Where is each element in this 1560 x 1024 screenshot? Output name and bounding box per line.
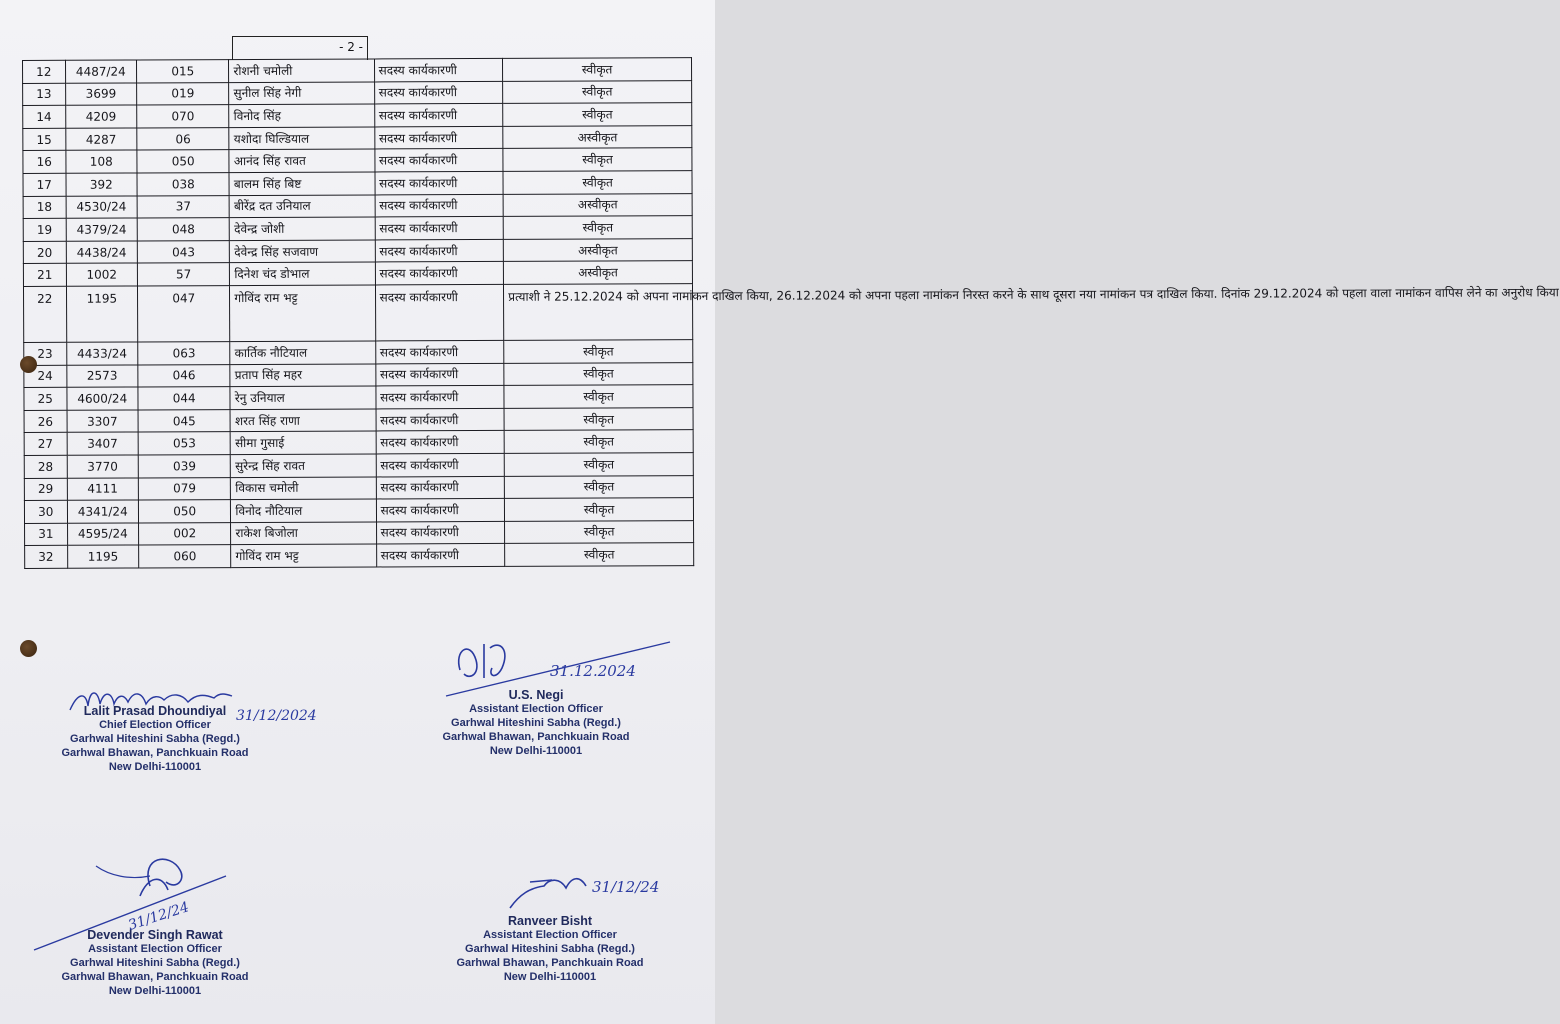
serial-number-cell: 17: [23, 173, 66, 196]
post-cell: सदस्य कार्यकारणी: [376, 544, 505, 567]
candidate-name-cell: विकास चमोली: [231, 476, 376, 499]
post-cell: सदस्य कार्यकारणी: [375, 262, 504, 285]
post-cell: सदस्य कार्यकारणी: [374, 58, 503, 81]
candidate-name-cell: यशोदा घिल्डियाल: [229, 127, 374, 150]
membership-number-cell: 108: [65, 150, 137, 173]
table-row: [24, 430, 693, 456]
membership-number-cell: 392: [66, 173, 138, 196]
page-number: - 2 -: [232, 36, 368, 60]
candidate-name-cell: आनंद सिंह रावत: [229, 149, 374, 172]
candidate-name-cell: दिनेश चंद डोभाल: [230, 262, 375, 285]
post-cell: सदस्य कार्यकारणी: [375, 217, 504, 240]
signatory-org: Garhwal Hiteshini Sabha (Regd.): [70, 733, 240, 745]
signatory-org: Garhwal Hiteshini Sabha (Regd.): [465, 943, 635, 955]
code-cell: 044: [138, 387, 230, 410]
serial-number-cell: 32: [25, 546, 68, 569]
candidate-name-cell: देवेन्द्र सिंह सजवाण: [230, 240, 375, 263]
membership-number-cell: 4487/24: [65, 60, 137, 83]
post-cell: सदस्य कार्यकारणी: [375, 171, 504, 194]
signatory-city: New Delhi-110001: [489, 745, 583, 757]
candidate-name-cell: बीरेंद्र दत उनियाल: [229, 195, 374, 218]
code-cell: 079: [138, 477, 230, 500]
code-cell: 019: [137, 82, 229, 105]
serial-number-cell: 19: [23, 218, 66, 241]
status-cell: स्वीकृत: [504, 362, 693, 385]
post-cell: सदस्य कार्यकारणी: [374, 126, 503, 149]
post-cell: सदस्य कार्यकारणी: [374, 104, 503, 127]
post-cell: सदस्य कार्यकारणी: [375, 363, 504, 386]
code-cell: 050: [137, 150, 229, 173]
table-row: [24, 407, 693, 433]
signatory-chief: [40, 704, 270, 774]
code-cell: 050: [138, 500, 230, 523]
candidate-name-cell: कार्तिक नौटियाल: [230, 341, 375, 364]
membership-number-cell: 4595/24: [67, 523, 139, 546]
membership-number-cell: 3407: [67, 432, 139, 455]
table-row: [24, 340, 693, 366]
serial-number-cell: 27: [24, 433, 67, 456]
candidate-name-cell: गोविंद राम भट्ट: [230, 285, 375, 342]
post-cell: सदस्य कार्यकारणी: [376, 431, 505, 454]
table-row: [23, 125, 692, 151]
code-cell: 06: [137, 127, 229, 150]
serial-number-cell: 29: [24, 478, 67, 501]
table-row: [23, 103, 692, 129]
serial-number-cell: 21: [23, 264, 66, 287]
code-cell: 37: [137, 195, 229, 218]
status-cell: स्वीकृत: [503, 103, 692, 126]
signatory-title: Assistant Election Officer: [88, 943, 222, 955]
post-cell: सदस्य कार्यकारणी: [376, 386, 505, 409]
table-row: [23, 238, 692, 264]
status-cell: स्वीकृत: [505, 498, 694, 521]
membership-number-cell: 4530/24: [66, 196, 138, 219]
signatory-address: Garhwal Bhawan, Panchkuain Road: [61, 971, 249, 983]
status-cell: स्वीकृत: [504, 430, 693, 453]
table-row: [24, 362, 693, 388]
membership-number-cell: 4600/24: [66, 387, 138, 410]
status-cell: स्वीकृत: [504, 452, 693, 475]
status-cell: प्रत्याशी ने 25.12.2024 को अपना नामांकन दाखिल किया, 26.12.2024 को अपना पहला नामांकन निरस्त करने के साथ दूसरा नया नामांकन पत्र दाखिल किया. दिनांक 29.12.2024 को पहला वाला नामांकन वापिस लेने का अनुरोध किया: [504, 284, 693, 341]
membership-number-cell: 4438/24: [66, 241, 138, 264]
signatory-title: Assistant Election Officer: [483, 929, 617, 941]
post-cell: सदस्य कार्यकारणी: [375, 239, 504, 262]
candidate-name-cell: प्रताप सिंह महर: [230, 363, 375, 386]
signatory-name: U.S. Negi: [508, 688, 564, 702]
membership-number-cell: 3699: [65, 83, 137, 106]
candidate-name-cell: देवेन्द्र जोशी: [230, 217, 375, 240]
serial-number-cell: 22: [23, 286, 66, 342]
code-cell: 070: [137, 105, 229, 128]
post-cell: सदस्य कार्यकारणी: [376, 498, 505, 521]
membership-number-cell: 4433/24: [66, 342, 138, 365]
status-cell: स्वीकृत: [503, 171, 692, 194]
signatory-bisht: [440, 914, 660, 984]
table-row: [23, 261, 692, 287]
nomination-table: [22, 57, 1559, 569]
code-cell: 063: [138, 342, 230, 365]
table-row: [25, 543, 694, 569]
table-row: [23, 171, 692, 197]
serial-number-cell: 31: [25, 523, 68, 546]
candidate-name-cell: सुनील सिंह नेगी: [229, 82, 374, 105]
candidate-name-cell: रोशनी चमोली: [229, 59, 374, 82]
table-row: [23, 58, 692, 84]
post-cell: सदस्य कार्यकारणी: [374, 149, 503, 172]
signatory-address: Garhwal Bhawan, Panchkuain Road: [61, 747, 249, 759]
code-cell: 039: [138, 454, 230, 477]
signatory-title: Assistant Election Officer: [469, 703, 603, 715]
signature-date: 31/12/24: [126, 899, 192, 934]
candidate-name-cell: सीमा गुसाई: [230, 431, 375, 454]
serial-number-cell: 23: [24, 342, 67, 365]
post-cell: सदस्य कार्यकारणी: [376, 408, 505, 431]
signatory-city: New Delhi-110001: [108, 985, 202, 997]
code-cell: 043: [137, 240, 229, 263]
membership-number-cell: 4209: [65, 105, 137, 128]
serial-number-cell: 15: [23, 128, 66, 151]
signature-date: 31.12.2024: [550, 662, 636, 680]
signatory-name: Lalit Prasad Dhoundiyal: [83, 704, 227, 718]
post-cell: सदस्य कार्यकारणी: [375, 194, 504, 217]
candidate-name-cell: विनोद सिंह: [229, 104, 374, 127]
code-cell: 002: [139, 522, 231, 545]
serial-number-cell: 26: [24, 410, 67, 433]
candidate-name-cell: बालम सिंह बिष्ट: [229, 172, 374, 195]
code-cell: 015: [137, 60, 229, 83]
membership-number-cell: 3307: [67, 410, 139, 433]
membership-number-cell: 4287: [65, 128, 137, 151]
code-cell: 57: [137, 263, 229, 286]
membership-number-cell: 4341/24: [67, 500, 139, 523]
table-row: [23, 80, 692, 106]
signatory-city: New Delhi-110001: [503, 971, 597, 983]
code-cell: 046: [138, 364, 230, 387]
signatory-name: Devender Singh Rawat: [87, 928, 223, 942]
post-cell: सदस्य कार्यकारणी: [375, 284, 504, 341]
post-cell: सदस्य कार्यकारणी: [376, 521, 505, 544]
serial-number-cell: 20: [23, 241, 66, 264]
serial-number-cell: 24: [24, 365, 67, 388]
post-cell: सदस्य कार्यकारणी: [376, 476, 505, 499]
status-cell: स्वीकृत: [503, 58, 692, 81]
signatory-org: Garhwal Hiteshini Sabha (Regd.): [70, 957, 240, 969]
serial-number-cell: 14: [23, 105, 66, 128]
serial-number-cell: 13: [23, 83, 66, 106]
table-row: [24, 498, 693, 524]
status-cell: स्वीकृत: [505, 543, 694, 566]
code-cell: 045: [138, 409, 230, 432]
serial-number-cell: 25: [24, 387, 67, 410]
candidate-name-cell: सुरेन्द्र सिंह रावत: [231, 454, 376, 477]
code-cell: 060: [139, 545, 231, 568]
table-row: [23, 148, 692, 174]
membership-number-cell: 2573: [66, 365, 138, 388]
signature-date: 31/12/24: [592, 878, 660, 896]
signatory-title: Chief Election Officer: [99, 719, 211, 731]
serial-number-cell: 16: [23, 151, 66, 174]
status-cell: स्वीकृत: [504, 407, 693, 430]
status-cell: स्वीकृत: [505, 520, 694, 543]
table-row: [23, 284, 692, 343]
membership-number-cell: 1195: [67, 545, 139, 568]
signature-scribble: [500, 858, 690, 918]
code-cell: 053: [138, 432, 230, 455]
candidate-name-cell: गोविंद राम भट्ट: [231, 544, 376, 567]
status-cell: अस्वीकृत: [504, 261, 693, 284]
code-cell: 048: [137, 218, 229, 241]
status-cell: अस्वीकृत: [503, 125, 692, 148]
membership-number-cell: 1002: [66, 263, 138, 286]
signatory-address: Garhwal Bhawan, Panchkuain Road: [456, 957, 644, 969]
candidate-name-cell: राकेश बिजोला: [231, 522, 376, 545]
serial-number-cell: 12: [23, 60, 66, 83]
punch-hole: [20, 640, 37, 657]
signatory-city: New Delhi-110001: [108, 761, 202, 773]
status-cell: स्वीकृत: [505, 475, 694, 498]
serial-number-cell: 28: [24, 455, 67, 478]
signatory-name: Ranveer Bisht: [507, 914, 593, 928]
candidate-name-cell: शरत सिंह राणा: [230, 409, 375, 432]
post-cell: सदस्य कार्यकारणी: [374, 81, 503, 104]
status-cell: स्वीकृत: [503, 80, 692, 103]
table-row: [24, 385, 693, 411]
signatory-org: Garhwal Hiteshini Sabha (Regd.): [451, 717, 621, 729]
signatory-address: Garhwal Bhawan, Panchkuain Road: [442, 731, 630, 743]
code-cell: 047: [138, 286, 231, 342]
status-cell: स्वीकृत: [504, 340, 693, 363]
membership-number-cell: 3770: [67, 455, 139, 478]
candidate-name-cell: विनोद नौटियाल: [231, 499, 376, 522]
status-cell: स्वीकृत: [503, 216, 692, 239]
table-row: [24, 475, 693, 501]
table-row: [23, 216, 692, 242]
membership-number-cell: 1195: [66, 286, 138, 342]
status-cell: स्वीकृत: [504, 385, 693, 408]
signatory-negi: [426, 688, 646, 758]
table-row: [23, 193, 692, 219]
signatory-rawat: [40, 928, 270, 998]
candidate-name-cell: रेनु उनियाल: [230, 386, 375, 409]
serial-number-cell: 30: [24, 500, 67, 523]
post-cell: सदस्य कार्यकारणी: [376, 453, 505, 476]
post-cell: सदस्य कार्यकारणी: [375, 340, 504, 363]
status-cell: अस्वीकृत: [503, 238, 692, 261]
punch-hole: [20, 356, 37, 373]
table-row: [25, 520, 694, 546]
table-row: [24, 452, 693, 478]
membership-number-cell: 4379/24: [66, 218, 138, 241]
status-cell: अस्वीकृत: [503, 193, 692, 216]
signature-date: 31/12/2024: [236, 708, 317, 724]
status-cell: स्वीकृत: [503, 148, 692, 171]
membership-number-cell: 4111: [67, 477, 139, 500]
code-cell: 038: [137, 173, 229, 196]
serial-number-cell: 18: [23, 196, 66, 219]
